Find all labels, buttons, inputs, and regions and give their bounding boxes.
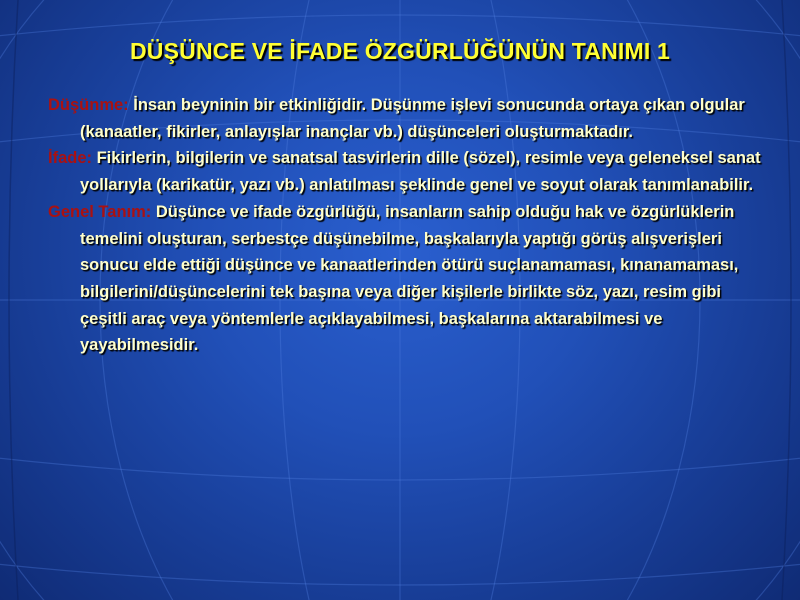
term-label: Genel Tanım: [48,202,152,221]
definition-text: İnsan beyninin bir etkinliğidir. Düşünme işlevi sonucunda ortaya çıkan olgular (kanaatler, fikirler, anlayışlar inançlar vb.) düşünceleri oluşturmaktadır. [80,96,745,141]
term-label: Düşünme: [48,96,129,114]
definition-genel-tanim [48,199,768,359]
slide-body [48,92,768,359]
definition-text: Fikirlerin, bilgilerin ve sanatsal tasvirlerin dille (sözel), resimle veya geleneksel sanat yollarıyla (karikatür, yazı vb.) anlatılması şeklinde genel ve soyut olarak tanımlanabilir. [80,149,761,195]
definition-text: Düşünce ve ifade özgürlüğü, insanların sahip olduğu hak ve özgürlüklerin temelini oluşturan, serbestçe düşünebilme, başkalarıyla yaptığı görüş alışverişleri sonucu elde ettiği düşünce ve kanaatlerinden ötürü suçlanamaması, kınanamaması, bilgilerini/düşüncelerini tek başına veya diğer kişilerle birlikte söz, yazı, resim gibi çeşitli araç veya yöntemlerle açıklayabilmesi, başkalarına aktarabilmesi ve yayabilmesidir. [80,202,739,355]
slide-title: DÜŞÜNCE VE İFADE ÖZGÜRLÜĞÜNÜN TANIMI 1 [129,38,671,64]
term-label: İfade: [48,149,93,168]
definition-dusunme [48,92,768,145]
definition-ifade [48,145,768,198]
